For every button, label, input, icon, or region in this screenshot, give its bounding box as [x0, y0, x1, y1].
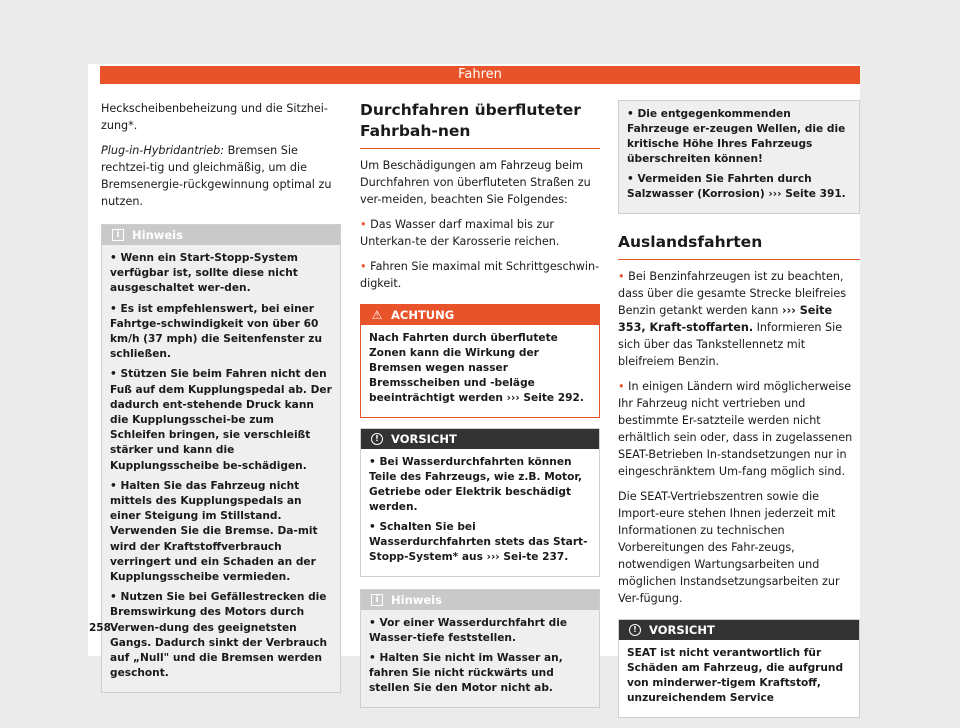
flooded-bullet-text: Fahren Sie maximal mit Schrittgeschwin-digkeit.: [360, 260, 600, 290]
hinweis-item: • Vor einer Wasserdurchfahrt die Wasser-tiefe feststellen.: [369, 617, 568, 644]
continued-box-body: [619, 101, 859, 213]
achtung-box: [360, 304, 600, 418]
hinweis-item-text: Halten Sie das Fahrzeug nicht mittels des Kupplungspedals an einer Steigung im Stillstand. Verwenden Sie die Bremse. Da-mit wird der Kraftstoffverbrauch verringert und ein Schaden an der Kupplungsscheibe vermieden.: [110, 479, 318, 584]
hinweis-header: [361, 590, 599, 610]
vorsicht-item: • Bei Wasserdurchfahrten können Teile des Fahrzeugs, wie z.B. Motor, Getriebe oder Elektrik beschädigt werden.: [369, 456, 583, 513]
column-1: [101, 100, 341, 703]
section-heading-abroad: Auslandsfahrten: [618, 232, 860, 260]
intro-paragraph: Heckscheibenbeheizung und die Sitzhei-zung*.: [101, 102, 328, 132]
abroad-bullet: • In einigen Ländern wird möglicherweise Ihr Fahrzeug nicht vertrieben und bestimmte Er-satzteile werden nicht erhältlich sein oder, dass in zugelassenen SEAT-Betrieben In-standsetzungen nur in eingeschränktem Um-fang möglich sind.: [618, 380, 853, 478]
plug-in-label: Plug-in-Hybridantrieb:: [101, 144, 225, 157]
vorsicht-box-2: [618, 619, 860, 718]
caution-icon: !: [629, 624, 641, 636]
flooded-bullet-text: Das Wasser darf maximal bis zur Unterkan-te der Karosserie reichen.: [360, 218, 560, 248]
hinweis-item-text: Vor einer Wasserdurchfahrt die Wasser-tiefe feststellen.: [369, 617, 568, 644]
info-icon: i: [112, 229, 124, 241]
fuel-types-link[interactable]: ››› Seite 353, Kraft-stoffarten.: [618, 304, 833, 334]
achtung-text-main: Nach Fahrten durch überflutete Zonen kann die Wirkung der Bremsen wegen nasser Bremsscheiben und -beläge beeinträchtigt werden ›››: [369, 332, 558, 404]
vorsicht-page-link[interactable]: Sei-te 237.: [503, 551, 569, 563]
vorsicht-item-text: Schalten Sie bei Wasserdurchfahrten stets das Start-Stopp-System* aus ›››: [369, 521, 588, 563]
continued-page-link[interactable]: Seite 391.: [785, 188, 846, 200]
flooded-intro: Um Beschädigungen am Fahrzeug beim Durchfahren von überfluteten Straßen zu ver-meiden, beachten Sie Folgendes:: [360, 159, 591, 206]
hinweis-box-1: [101, 224, 341, 693]
hinweis-item: • Stützen Sie beim Fahren nicht den Fuß auf dem Kupplungspedal ab. Der dadurch ent-stehende Druck kann die Kupplungsschei-be zum Schleifen bringen, sie verschleißt stärker und kann die Kupplungsscheibe be-schädigen.: [110, 368, 332, 472]
abroad-bullet-text: In einigen Ländern wird möglicherweise Ihr Fahrzeug nicht vertrieben und bestimmte Er-satzteile werden nicht erhältlich sein oder, dass in zugelassenen SEAT-Betrieben In-standsetzungen nur in eingeschränktem Um-fang möglich sind.: [618, 380, 853, 478]
abroad-bullet-text: Bei Benzinfahrzeugen ist zu beachten, dass über die gesamte Strecke bleifreies Benzin getankt werden kann: [618, 270, 847, 317]
vorsicht-body: [361, 449, 599, 576]
hinweis-header: [102, 225, 340, 245]
achtung-text: [369, 331, 591, 406]
vorsicht-title: VORSICHT: [649, 623, 715, 637]
continued-item-text: Die entgegenkommenden Fahrzeuge er-zeugen Wellen, die die kritische Höhe Ihres Fahrzeugs überschreiten können!: [627, 108, 846, 165]
abroad-bullet: • Bei Benzinfahrzeugen ist zu beachten, dass über die gesamte Strecke bleifreies Benzin getankt werden kann ››› Seite 353, Kraft-stoffarten. Informieren Sie sich über das Tankstellennetz mit bleifreiem Benzin.: [618, 270, 847, 368]
achtung-title: ACHTUNG: [391, 308, 455, 322]
continued-box: [618, 100, 860, 214]
hinweis-title: Hinweis: [132, 228, 183, 242]
info-icon: i: [371, 594, 383, 606]
hinweis-body: [102, 245, 340, 692]
column-2: [360, 100, 600, 718]
vorsicht-title: VORSICHT: [391, 432, 457, 446]
continued-item: • Vermeiden Sie Fahrten durch Salzwasser (Korrosion) ››› Seite 391.: [627, 173, 846, 200]
caution-icon: !: [371, 433, 383, 445]
hinweis-item: • Nutzen Sie bei Gefällestrecken die Bremswirkung des Motors durch Verwen-dung des geeignetsten Gangs. Dadurch sinkt der Verbrauch auf „Null" und die Bremsen werden geschont.: [110, 591, 328, 680]
vorsicht-body: [619, 640, 859, 717]
continued-item-text: Vermeiden Sie Fahrten durch Salzwasser (Korrosion) ›››: [627, 173, 812, 200]
warning-icon: ⚠: [371, 308, 383, 322]
page-number: 258: [89, 622, 111, 634]
plug-in-paragraph: [101, 142, 341, 210]
vorsicht-box-1: [360, 428, 600, 577]
flooded-bullet: • Das Wasser darf maximal bis zur Unterkan-te der Karosserie reichen.: [360, 218, 560, 248]
page-header: Fahren: [100, 66, 860, 84]
vorsicht-text: SEAT ist nicht verantwortlich für Schäden am Fahrzeug, die aufgrund von minderwer-tigem Kraftstoff, unzureichendem Service: [627, 647, 844, 704]
vorsicht-item: • Schalten Sie bei Wasserdurchfahrten stets das Start-Stopp-System* aus ››› Sei-te 237.: [369, 521, 588, 563]
achtung-header: [361, 305, 599, 325]
hinweis-box-2: [360, 589, 600, 708]
hinweis-item-text: Nutzen Sie bei Gefällestrecken die Bremswirkung des Motors durch Verwen-dung des geeignetsten Gangs. Dadurch sinkt der Verbrauch auf „Null" und die Bremsen werden geschont.: [110, 591, 328, 680]
plug-in-text: Bremsen Sie rechtzei-tig und gleichmäßig, um die Bremsenergie-rückgewinnung optimal zu nutzen.: [101, 144, 332, 208]
flooded-bullet: • Fahren Sie maximal mit Schrittgeschwin-digkeit.: [360, 260, 600, 290]
vorsicht-header: [361, 429, 599, 449]
vorsicht-header: [619, 620, 859, 640]
hinweis-item: • Wenn ein Start-Stopp-System verfügbar ist, sollte diese nicht ausgeschaltet wer-den.: [110, 252, 298, 295]
hinweis-item: • Halten Sie das Fahrzeug nicht mittels des Kupplungspedals an einer Steigung im Stillstand. Verwenden Sie die Bremse. Da-mit wird der Kraftstoffverbrauch verringert und ein Schaden an der Kupplungsscheibe vermieden.: [110, 479, 318, 584]
abroad-bullet-tail: Informieren Sie sich über das Tankstellennetz mit bleifreiem Benzin.: [618, 321, 843, 368]
column-3: [618, 100, 860, 728]
hinweis-item-text: Wenn ein Start-Stopp-System verfügbar ist, sollte diese nicht ausgeschaltet wer-den.: [110, 252, 298, 295]
hinweis-item-text: Es ist empfehlenswert, bei einer Fahrtge-schwindigkeit von über 60 km/h (37 mph) die Seitenfenster zu schließen.: [110, 302, 322, 361]
achtung-body: [361, 325, 599, 417]
vorsicht-item-text: Bei Wasserdurchfahrten können Teile des Fahrzeugs, wie z.B. Motor, Getriebe oder Elektrik beschädigt werden.: [369, 456, 583, 513]
hinweis-item: • Halten Sie nicht im Wasser an, fahren Sie nicht rückwärts und stellen Sie den Motor nicht ab.: [369, 652, 563, 694]
continued-item: • Die entgegenkommenden Fahrzeuge er-zeugen Wellen, die die kritische Höhe Ihres Fahrzeugs überschreiten können!: [627, 108, 846, 165]
achtung-page-link[interactable]: Seite 292.: [523, 392, 584, 404]
abroad-paragraph: Die SEAT-Vertriebszentren sowie die Import-eure stehen Ihnen jederzeit mit Informationen zu technischen Vorbereitungen des Fahr-zeugs, notwendigen Wartungsarbeiten und möglichen Instandsetzungsarbeiten zur Ver-fügung.: [618, 490, 840, 605]
hinweis-body: [361, 610, 599, 707]
hinweis-item-text: Halten Sie nicht im Wasser an, fahren Sie nicht rückwärts und stellen Sie den Motor nicht ab.: [369, 652, 563, 694]
section-heading-flooded-roads: Durchfahren überfluteter Fahrbah-nen: [360, 100, 600, 149]
hinweis-title: Hinweis: [391, 593, 442, 607]
hinweis-item: • Es ist empfehlenswert, bei einer Fahrtge-schwindigkeit von über 60 km/h (37 mph) die Seitenfenster zu schließen.: [110, 302, 322, 361]
hinweis-item-text: Stützen Sie beim Fahren nicht den Fuß auf dem Kupplungspedal ab. Der dadurch ent-stehende Druck kann die Kupplungsschei-be zum Schleifen bringen, sie verschleißt stärker und kann die Kupplungsscheibe be-schädigen.: [110, 368, 332, 472]
